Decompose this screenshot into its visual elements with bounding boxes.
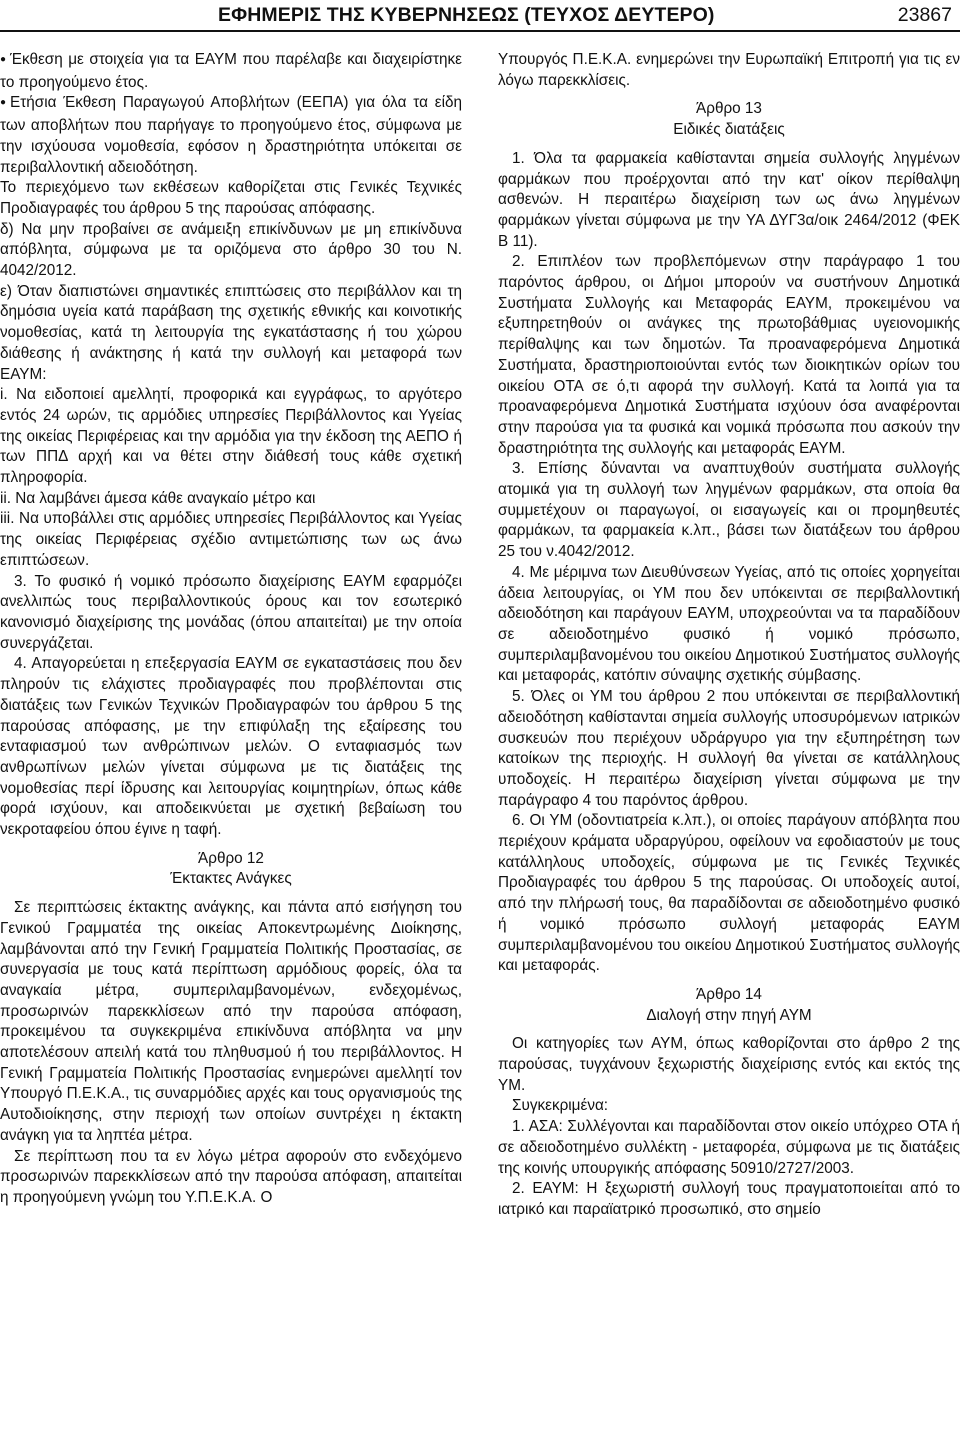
paragraph: Συγκεκριμένα: <box>512 1097 609 1115</box>
paragraph: ● Έκθεση με στοιχεία για τα ΕΑΥΜ που παρέλαβε και διαχειρίστηκε το προηγούμενο έτος. <box>0 50 462 93</box>
paragraph: Υπουργός Π.Ε.Κ.Α. ενημερώνει την Ευρωπαϊκή Επιτροπή για τις εν λόγω παρεκκλίσεις. <box>498 51 960 89</box>
page-header <box>0 0 960 30</box>
paragraph: 3. Το φυσικό ή νομικό πρόσωπο διαχείρισης ΕΑΥΜ εφαρμόζει ανελλιπώς τους περιβαλλοντικούς όρους και τον εσωτερικό κανονισμό διαχείρισης της μονάδας (όπου απαιτείται) με την οποία συνεργάζεται. <box>0 572 462 652</box>
paragraph: iii. Να υποβάλλει στις αρμόδιες υπηρεσίες Περιβάλλοντος και Υγείας της οικείας Περιφέρειας σχέδιο αντιμετώπισης των ως άνω επιπτώσεων. <box>0 510 462 569</box>
article-heading: Άρθρο 12 <box>198 849 264 867</box>
right-column <box>498 50 960 1221</box>
page-number: 23867 <box>897 4 952 26</box>
paragraph: 1. ΑΣΑ: Συλλέγονται και παραδίδονται στον οικείο υπόχρεο ΟΤΑ ή σε αδειοδοτημένο συλλέκτη - μεταφορέα, σύμφωνα με τις διατάξεις της κοινής υπουργικής απόφασης 50910/2727/2003. <box>498 1118 960 1177</box>
paragraph: 5. Όλες οι ΥΜ του άρθρου 2 που υπόκεινται σε περιβαλλοντική αδειοδότηση καθίστανται σημεία συλλογής υποσυρόμενων ιατρικών συσκευών που περιέχουν υδράργυρο για την εξυπηρέτηση των κατοίκων της περιοχής. Η συλλογή θα γίνεται σε κατάλληλους υποδοχείς. Η περαιτέρω διαχείριση γίνεται σύμφωνα με την παράγραφο 4 του παρόντος άρθρου. <box>498 688 960 809</box>
paragraph: Σε περίπτωση που τα εν λόγω μέτρα αφορούν στο ενδεχόμενο προσωρινών παρεκκλίσεων από την παρούσα απόφαση, απαιτείται η προηγούμενη γνώμη του Υ.Π.Ε.Κ.Α. Ο <box>0 1147 462 1206</box>
paragraph: ε) Όταν διαπιστώνει σημαντικές επιπτώσεις στο περιβάλλον και τη δημόσια υγεία κατά παράβαση της σχετικής εθνικής και κοινοτικής νομοθεσίας, κατά τη λειτουργία της εγκατάστασης ή του χώρου διάθεσης ή ανάκτησης ή κατά την συλλογή και μεταφορά των ΕΑΥΜ: <box>0 282 462 383</box>
paragraph: Σε περιπτώσεις έκτακτης ανάγκης, και πάντα από εισήγηση του Γενικού Γραμματέα της οικείας Αποκεντρωμένης Διοίκησης, λαμβάνονται από την Γενική Γραμματεία Πολιτικής Προστασίας, σε συνεργασία με τους κατά περίπτωση αρμόδιους φορείς, όλα τα αναγκαία μέτρα, συμπεριλαμβανομένων, ενδεχομένως, προσωρινών παρεκκλίσεων από την παρούσα απόφαση, προκειμένου τα συγκεκριμένα επικίνδυνα απόβλητα να μην αποτελέσουν απειλή κατά του πληθυσμού ή του περιβάλλοντος. Η Γενική Γραμματεία Πολιτικής Προστασίας ενημερώνει αμελλητί τον Υπουργό Π.Ε.Κ.Α., τις συναρμόδιες αρχές και τους οργανισμούς της Αυτοδιοίκησης, στην περιοχή των οποίων συντρέχει η έκτακτη ανάγκη για τα ληπτέα μέτρα. <box>0 899 462 1144</box>
paragraph: i. Να ειδοποιεί αμελλητί, προφορικά και εγγράφως, το αργότερο εντός 24 ωρών, τις αρμόδιες υπηρεσίες Περιβάλλοντος και Υγείας της οικείας Περιφέρειας και την αρμόδια για την έκδοση της ΑΕΠΟ ή των ΠΠΔ αρχή και να θέτει στην διάθεσή τους κάθε σχετική πληροφορία. <box>0 386 462 487</box>
article-heading: Άρθρο 13 <box>696 100 762 118</box>
article-heading: Άρθρο 14 <box>696 985 762 1003</box>
paragraph: ii. Να λαμβάνει άμεσα κάθε αναγκαίο μέτρο και <box>0 489 316 507</box>
gazette-title: ΕΦΗΜΕΡΙΣ ΤΗΣ ΚΥΒΕΡΝΗΣΕΩΣ (ΤΕΥΧΟΣ ΔΕΥΤΕΡΟ) <box>218 4 715 26</box>
paragraph: ● Ετήσια Έκθεση Παραγωγού Αποβλήτων (ΕΕΠΑ) για όλα τα είδη των αποβλήτων που παρήγαγε το προηγούμενο έτος, σύμφωνα με την ισχύουσα νομοθεσία, εφόσον η δραστηριότητα υπόκειται σε περιβαλλοντική αδειοδότηση. <box>0 93 462 178</box>
article-title: Ειδικές διατάξεις <box>673 121 785 139</box>
paragraph: δ) Να μην προβαίνει σε ανάμειξη επικίνδυνων με μη επικίνδυνα απόβλητα, σύμφωνα με τα οριζόμενα στο άρθρο 30 του Ν. 4042/2012. <box>0 220 462 280</box>
paragraph: 2. Επιπλέον των προβλεπόμενων στην παράγραφο 1 του παρόντος άρθρου, οι Δήμοι μπορούν να συστήνουν Δημοτικά Συστήματα Συλλογής και Μεταφοράς ΕΑΥΜ, προκειμένου να εξυπηρετηθούν οι ανάγκες της πρωτοβάθμιας υγειονομικής περίθαλψης και των δημοτών. Τα προαναφερόμενα Δημοτικά Συστήματα, δραστηριοποιούνται εντός των διοικητικών ορίων του οικείου ΟΤΑ σε ό,τι αφορά την συλλογή. Κατά τα λοιπά για τα προαναφερόμενα Δημοτικά Συστήματα ισχύουν όσα αναφέρονται στην παρούσα για τα φυσικά και νομικά πρόσωπα που ασκούν την δραστηριότητα της συλλογής και μεταφοράς ΕΑΥΜ. <box>498 253 960 457</box>
header-rule <box>0 30 960 32</box>
paragraph: 2. ΕΑΥΜ: Η ξεχωριστή συλλογή τους πραγματοποιείται από το ιατρικό και παραϊατρικό προσωπικό, στο σημείο <box>498 1180 960 1218</box>
paragraph: 3. Επίσης δύνανται να αναπτυχθούν συστήματα συλλογής ατομικά για τη συλλογή των ληγμένων φαρμάκων, στα οποία θα συμμετέχουν οι παραγωγοί, οι εισαγωγείς και οι προμηθευτές φαρμάκων, τα φαρμακεία κ.λπ., βάσει των διατάξεων του άρθρου 25 του ν.4042/2012. <box>498 460 960 561</box>
paragraph: 4. Απαγορεύεται η επεξεργασία ΕΑΥΜ σε εγκαταστάσεις που δεν πληρούν τις ελάχιστες προδιαγραφές που προβλέπονται στις διατάξεις των Γενικών Τεχνικών Προδιαγραφών του άρθρου 5 της παρούσας απόφασης, με την επιφύλαξη της εξαίρεσης του ενταφιασμού των ανθρώπινων μελών. Ο ενταφιασμός των ανθρωπίνων μελών γίνεται σύμφωνα με τις διατάξεις της νομοθεσίας περί ίδρυσης και λειτουργίας κοιμητηρίων, όπως κάθε φορά ισχύουν, και αποδεικνύεται με σχετική βεβαίωση του νεκροταφείου όπου έγινε η ταφή. <box>0 655 462 839</box>
paragraph: Το περιεχόμενο των εκθέσεων καθορίζεται στις Γενικές Τεχνικές Προδιαγραφές του άρθρου 5 της παρούσας απόφασης. <box>0 179 462 217</box>
paragraph: 1. Όλα τα φαρμακεία καθίστανται σημεία συλλογής ληγμένων φαρμάκων που προέρχονται από την κατ' οίκον περίθαλψη ασθενών. Η περαιτέρω διαχείριση των ως άνω ληγμένων φαρμάκων γίνεται σύμφωνα με την ΥΑ ΔΥΓ3α/οικ 2464/2012 (ΦΕΚ Β 11). <box>498 149 960 250</box>
article-title: Έκτακτες Ανάγκες <box>170 870 292 888</box>
article-title: Διαλογή στην πηγή ΑΥΜ <box>646 1006 812 1024</box>
paragraph: 6. Οι ΥΜ (οδοντιατρεία κ.λπ.), οι οποίες παράγουν απόβλητα που περιέχουν κράματα υδραργύρου, οφείλουν να εφοδιαστούν με τους κατάλληλους υποδοχείς, σύμφωνα με τις Γενικές Τεχνικές Προδιαγραφές του άρθρου 5 της παρούσας. Οι υποδοχείς αυτοί, από την πλήρωσή τους, θα παραδίδονται σε αδειοδοτημένο φυσικό ή νομικό πρόσωπο συλλογή μεταφοράς ΕΑΥΜ συμπεριλαμβανομένου του οικείου Δημοτικού Συστήματος συλλογής και μεταφοράς. <box>498 812 960 975</box>
paragraph: Οι κατηγορίες των ΑΥΜ, όπως καθορίζονται στο άρθρο 2 της παρούσας, τυγχάνουν ξεχωριστής διαχείρισης εντός και εκτός της ΥΜ. <box>498 1035 960 1094</box>
left-column <box>0 50 462 1209</box>
paragraph: 4. Με μέριμνα των Διευθύνσεων Υγείας, από τις οποίες χορηγείται άδεια λειτουργίας, οι ΥΜ που δεν υπόκεινται σε περιβαλλοντική αδειοδότηση και παράγουν ΕΑΥΜ, υποχρεούνται να τα παραδίδουν σε αδειοδοτημένο φυσικό ή νομικό πρόσωπο, συμπεριλαμβανομένου του οικείου Δημοτικού Συστήματος συλλογής και μεταφοράς, κατόπιν σύναψης σχετικής σύμβασης. <box>498 563 960 685</box>
